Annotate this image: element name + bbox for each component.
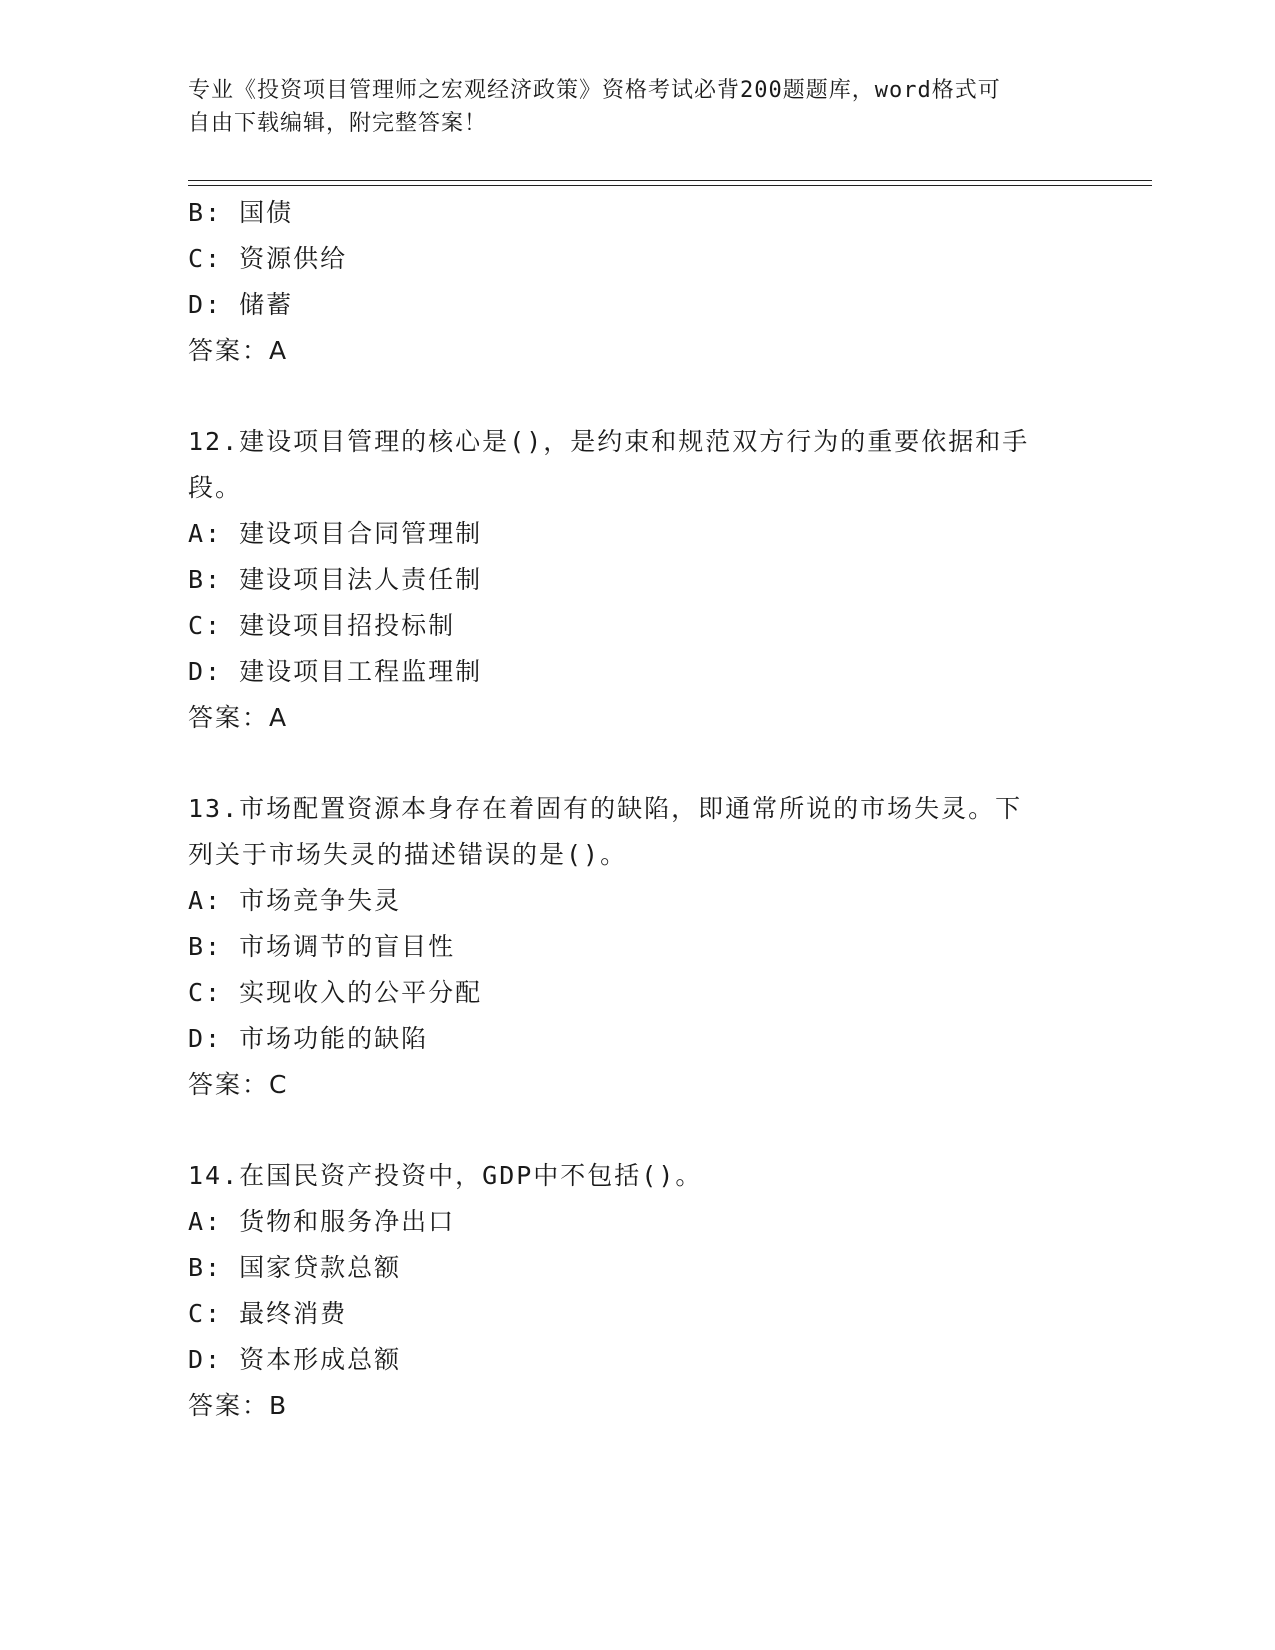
question-stem-line-1: 13.市场配置资源本身存在着固有的缺陷，即通常所说的市场失灵。下	[188, 794, 1023, 823]
option-d: D: 市场功能的缺陷	[188, 1024, 429, 1053]
option-b: B: 市场调节的盲目性	[188, 932, 456, 961]
option-b: B: 国家贷款总额	[188, 1253, 402, 1282]
question-list	[188, 190, 1088, 1429]
option-b: B: 建设项目法人责任制	[188, 565, 483, 594]
option-c: C: 资源供给	[188, 244, 348, 273]
question-stem-line-2: 列关于市场失灵的描述错误的是()。	[188, 840, 628, 869]
question-block-14	[188, 1153, 1088, 1429]
header-divider-top	[188, 180, 1152, 181]
option-a: A: 货物和服务净出口	[188, 1207, 456, 1236]
spacer	[188, 1108, 1088, 1153]
document-header	[188, 74, 1068, 140]
answer-line: 答案：C	[188, 1070, 289, 1099]
option-c: C: 实现收入的公平分配	[188, 978, 483, 1007]
option-d: D: 资本形成总额	[188, 1345, 402, 1374]
answer-line: 答案：A	[188, 703, 289, 732]
option-d: D: 储蓄	[188, 290, 294, 319]
spacer	[188, 741, 1088, 786]
spacer	[188, 374, 1088, 419]
question-stem-line-1: 12.建设项目管理的核心是()，是约束和规范双方行为的重要依据和手	[188, 427, 1030, 456]
option-d: D: 建设项目工程监理制	[188, 657, 483, 686]
question-block-13	[188, 786, 1088, 1108]
header-line-2: 自由下载编辑，附完整答案！	[188, 111, 488, 136]
option-a: A: 市场竞争失灵	[188, 886, 402, 915]
question-block-12	[188, 419, 1088, 741]
option-c: C: 建设项目招投标制	[188, 611, 456, 640]
header-divider-bottom	[188, 185, 1152, 186]
option-a: A: 建设项目合同管理制	[188, 519, 483, 548]
question-block-partial	[188, 190, 1088, 374]
question-stem-line-1: 14.在国民资产投资中，GDP中不包括()。	[188, 1161, 703, 1190]
question-stem-line-2: 段。	[188, 473, 243, 502]
option-b: B: 国债	[188, 198, 294, 227]
option-c: C: 最终消费	[188, 1299, 348, 1328]
answer-line: 答案：A	[188, 336, 289, 365]
answer-line: 答案：B	[188, 1391, 289, 1420]
header-line-1: 专业《投资项目管理师之宏观经济政策》资格考试必背200题题库，word格式可	[188, 78, 1001, 103]
